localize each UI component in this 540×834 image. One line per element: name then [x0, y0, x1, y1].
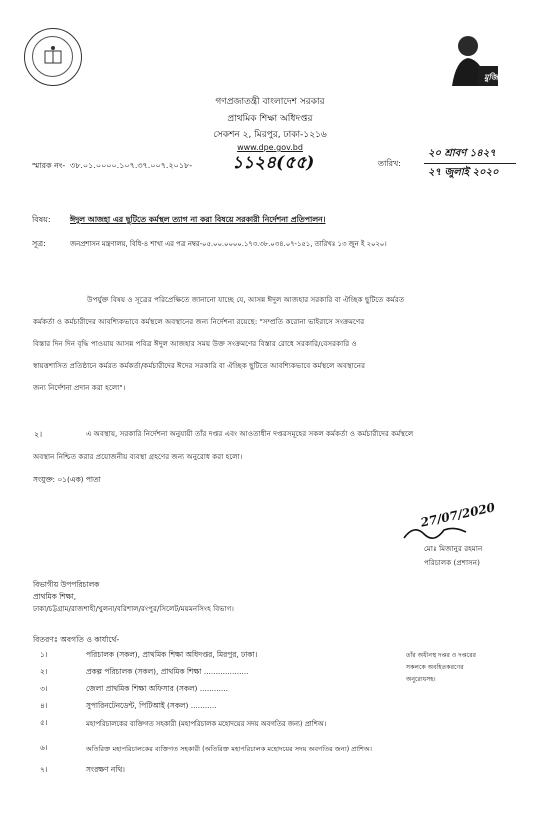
para1-line: স্বায়ত্তশাসিত প্রতিষ্ঠানে কর্মরত কর্মকর্তা/কর্মচারীদের ঈদের সরকারি বা ঐচ্ছিক ছুটিতে আবশ্যিকভাবে কর্মস্থলে অবস্থানের — [33, 361, 366, 370]
date-bangla: ২০ শ্রাবণ ১৪২৭ — [428, 148, 496, 159]
para2-line: অবস্থান নিশ্চিত করার প্রয়োজনীয় ব্যবস্থা গ্রহণের জন্য অনুরোধ করা হলো। — [33, 452, 243, 461]
signer-name: মোঃ মিজানুর রহমান — [424, 544, 483, 553]
signature-stroke-icon — [400, 520, 470, 544]
book-icon — [39, 43, 67, 71]
subject-text: ঈদুল আজহা এর ছুটিতে কর্মস্থল ত্যাগ না করা বিষয়ে সরকারী নির্দেশনা প্রতিপালন। — [70, 215, 326, 224]
para1-line: উপর্যুক্ত বিষয় ও সূত্রের পরিপ্রেক্ষিতে জানানো যাচ্ছে যে, আসন্ন ঈদুল আজহার সরকারি বা ঐচ্ছিক ছুটিতে কর্মরত — [87, 295, 405, 304]
date-divider — [424, 163, 516, 164]
dept-line: প্রাথমিক শিক্ষা অধিদপ্তর — [227, 114, 313, 124]
enclosure-text: সংযুক্ত: ০১(এক) পাতা — [33, 475, 101, 484]
distribution-item-text: পরিচালক (সকল), প্রাথমিক শিক্ষা অধিদপ্তর, মিরপুর, ঢাকা। — [86, 650, 258, 659]
para2-number: ২। — [34, 430, 43, 439]
recipient-line: প্রাথমিক শিক্ষা, — [33, 592, 77, 601]
subject-label: বিষয়: — [32, 215, 51, 224]
distribution-item-number: ৫। — [40, 718, 48, 727]
website-link[interactable]: www.dpe.gov.bd — [237, 143, 303, 152]
para1-line: বিস্তার দিন দিন বৃদ্ধি পাওয়ায় আসন্ন পবিত্র ঈদুল আজহার সময় উক্ত সংক্রমণের বিস্তার রোধে সরকারি/বেসরকারি ও — [33, 339, 357, 348]
para2-line: এ অবস্থায়, সরকারি নির্দেশনা অনুযায়ী তাঁর দপ্তর এবং আওতাধীন দপ্তরসমূহের সকল কর্মকর্তা ও কর্মচারীদের কর্মস্থলে — [86, 429, 414, 438]
distribution-item-number: ১। — [40, 650, 48, 659]
side-note-line: তাঁর অধীনস্থ দপ্তর ও দপ্তরের — [406, 652, 477, 659]
gov-line: গণপ্রজাতন্ত্রী বাংলাদেশ সরকার — [215, 97, 325, 107]
recipient-line: বিভাগীয় উপপরিচালক — [33, 580, 100, 589]
distribution-heading: বিতরণঃ অবগতি ও কার্যার্থে- — [33, 635, 120, 644]
signer-title: পরিচালক (প্রশাসন) — [424, 558, 480, 567]
memo-ref-label: স্মারক নং- — [32, 161, 66, 170]
para1-line: জন্য নির্দেশনা প্রদান করা হলো"। — [33, 383, 126, 392]
memo-ref-handwritten: ১১২৪(৫৫) — [232, 153, 315, 173]
distribution-item-text: প্রকল্প পরিচালক (সকল), প্রাথমিক শিক্ষা ................... — [86, 667, 249, 676]
distribution-item-number: ৩। — [40, 684, 48, 693]
side-note-line: সকলকে অবহিতকরণের — [406, 664, 464, 671]
address-line: সেকশন ২, মিরপুর, ঢাকা-১২১৬ — [213, 130, 327, 140]
government-emblem-logo — [24, 28, 82, 86]
distribution-item-text: মহাপরিচালকের ব্যক্তিগত সহকারী (মহাপরিচালক মহোদয়ের সদয় অবগতির জন্য) প্রাশিঅ। — [86, 720, 327, 728]
distribution-item-text: জেলা প্রাথমিক শিক্ষা অফিসার (সকল) ............ — [86, 684, 228, 693]
side-note-line: অনুরোধসহ। — [406, 676, 436, 683]
recipient-line: ঢাকা/চট্টগ্রাম/রাজশাহী/খুলনা/বরিশাল/রংপুর/সিলেট/ময়মনসিংহ বিভাগ। — [33, 604, 234, 613]
distribution-item-text: অতিরিক্ত মহাপরিচালকের ব্যক্তিগত সহকারী (অতিরিক্ত মহাপরিচালক মহোদয়ের সদয় অবগতির জন্য) প্রাশিঅ। — [86, 745, 372, 753]
date-label: তারিখ: — [378, 159, 401, 168]
distribution-item-number: ৬। — [40, 743, 48, 752]
distribution-item-number: ২। — [40, 667, 48, 676]
distribution-item-number: ৪। — [40, 701, 48, 710]
portrait-caption: মুজিব — [484, 72, 503, 82]
distribution-item-number: ৭। — [40, 765, 48, 774]
distribution-item-text: সুপারিনটেনডেন্ট, পিটিআই (সকল) ........... — [86, 701, 217, 710]
signature-scribble: 27/07/2020 — [419, 500, 497, 530]
source-label: সূত্র: — [32, 239, 46, 248]
portrait-image — [444, 30, 503, 90]
date-english: ২৭ জুলাই ২০২০ — [428, 167, 499, 178]
source-text: জনপ্রশাসন মন্ত্রণালয়, বিধি-৪ শাখা এর পত্র নম্বর-০৫.০০.০০০০.১৭৩.৩৮.০৩৪.০৭-১৫১, তারিখঃ ১৩ জুন ই ২০২০। — [70, 240, 387, 248]
para1-line: কর্মকর্তা ও কর্মচারীদের আবশ্যিকভাবে কর্মস্থলে অবস্থানের জন্য নির্দেশনা রয়েছে: "সম্প্রতি করোনা ভাইরাসে সংক্রমণের — [33, 317, 365, 326]
distribution-item-text: সংরক্ষণ নথি। — [86, 765, 125, 774]
memo-ref-number: ৩৮.০১.০০০০.১০৭.৩৭.০০৭.২০১৮- — [70, 161, 193, 170]
